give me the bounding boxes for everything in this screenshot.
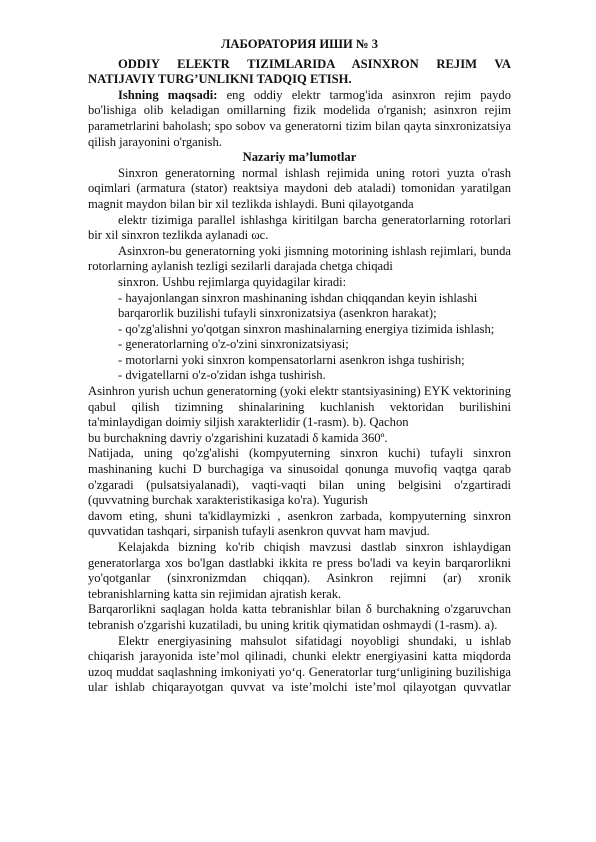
body-text-line: bir xil sinxron tezlikda aylanadi ωc. xyxy=(88,228,269,243)
body-text-line: elektr tizimiga parallel ishlashga kiritilgan barcha generatorlarning rotorlari xyxy=(118,212,511,227)
body-text-line: Barqarorlikni saqlagan holda katta tebranishlar bilan δ burchakning o'zgaruvchan xyxy=(88,602,511,617)
aim-line xyxy=(88,88,511,104)
body-text-line: generatorlarga xos bo'lgan dastlabki ikkita re press bo'ladi va keyin barqarorlikni xyxy=(88,555,511,570)
body-text-line: tebranish o'zgarishi kuzatiladi, bu uning kritik qiymatidan oshmaydi (1-rasm). a). xyxy=(88,617,498,632)
body-text-line: barqarorlik buzilishi tufayli sinxronizatsiya (asenkron harakat); xyxy=(118,306,437,321)
body-text-line: yo'qotganlar (sinxronizmdan chiqqan). Asinkron rejimni (ar) xronik xyxy=(88,571,511,586)
body-text-line: tebranishlarning katta sin rejimidan ajratish kerak. xyxy=(88,586,342,601)
body-text-line: o'zgaradi (pulsatsiyalanadi), vaqti-vaqti bilan uning belgisini o'zgartiradi xyxy=(88,477,511,492)
body-text-line: Elektr energiyasining mahsulot sifatidagi noyobligi shundaki, u ishlab xyxy=(118,633,511,648)
topic-heading-line-1: ODDIY ELEKTR TIZIMLARIDA ASINXRON REJIM VA xyxy=(118,56,511,71)
body-text-line: Asinxron-bu generatorning yoki jismning motorining ishlash rejimlari, bunda xyxy=(118,243,511,258)
topic-heading-line-2: NATIJAVIY TURG’UNLIKNI TADQIQ ETISH. xyxy=(88,72,352,87)
lab-title: ЛАБОРАТОРИЯ ИШИ № 3 xyxy=(220,37,378,51)
section-title: Nazariy ma’lumotlar xyxy=(242,150,357,165)
body-text-line: - hayajonlangan sinxron mashinaning ishdan chiqqandan keyin ishlashi xyxy=(118,290,478,305)
aim-text-line: parametrlarini baholash; spo sobov va generatorni tizim bilan qayta sinxronizatsiya xyxy=(88,118,511,133)
body-text-line: qabul qilish tizimning shinalarining kuchlanish vektoridan burilishini xyxy=(88,399,511,414)
body-text-line: (quvvatning burchak xarakteristikasiga ko'ra). Yugurish xyxy=(88,493,368,508)
body-text-line: bu burchakning davriy o'zgarishini kuzatadi δ kamida 360º. xyxy=(88,430,388,445)
body-text-line: uzoq muddat saqlashning imkoniyati yo‘q. Generatorlar turg‘unligining buzilishiga xyxy=(88,664,511,679)
body-text-line: Kelajakda bizning ko'rib chiqish mavzusi dastlab sinxron ishlaydigan xyxy=(118,540,511,554)
body-text-line: - generatorlarning o'z-o'zini sinxronizatsiyasi; xyxy=(118,337,349,352)
aim-text-line: qilish jarayonini o'rganish. xyxy=(88,134,222,149)
body-text-line: davom eting, shuni ta'kidlaymizki , asenkron zarbada, kompyuterning sinxron xyxy=(88,508,511,523)
body-text-line: chiqarish jarayonida iste’mol qilinadi, chunki elektr energiyasini katta miqdorda xyxy=(88,649,511,664)
body-text-line: Natijada, uning qo'zg'alishi (kompyuterning sinxron kuchi) tufayli sinxron xyxy=(88,446,511,461)
aim-paragraph xyxy=(88,103,511,150)
body-text-line: ta'minlaydigan doimiy siljish xarakterlidir (1-rasm). b). Qachon xyxy=(88,415,409,430)
body-text-line: ular ishlab chiqarayotgan quvvat va iste’molchi iste’mol qilayotgan quvvatlar xyxy=(88,680,511,695)
page-content xyxy=(88,37,511,696)
aim-text: eng oddiy elektr tarmog'ida asinxron rejim paydo xyxy=(217,87,511,102)
aim-label: Ishning maqsadi: xyxy=(118,87,218,102)
body-text-line: - dvigatellarni o'z-o'zidan ishga tushirish. xyxy=(118,368,326,383)
body-text-line: oqimlari (armatura (stator) reaktsiya maydoni deb ataladi) tomonidan yaratilgan xyxy=(88,181,511,196)
body-text-line: magnit maydon bilan bir xil tezlikda ishlaydi. Buni qilayotganda xyxy=(88,196,414,211)
theory-body xyxy=(88,166,511,696)
body-text-line: mashinaning kuchi D burchagiga va sinusoidal qonunga muvofiq vaqtga qarab xyxy=(88,462,511,477)
body-text-line: rotorlarning aylanish tezligi sezilarli darajada chetga chiqadi xyxy=(88,259,393,274)
body-text-line: quvvatidan tashqari, sirpanish tufayli asenkron quvvat ham mavjud. xyxy=(88,524,430,539)
body-text-line: sinxron. Ushbu rejimlarga quyidagilar kiradi: xyxy=(118,274,347,289)
body-text-line: - motorlarni yoki sinxron kompensatorlarni asenkron ishga tushirish; xyxy=(118,352,465,367)
aim-text-line: bo'lishiga olib keladigan omillarning fizik modelida o'rganish; asinxron rejim xyxy=(88,103,511,118)
body-text-line: Asinhron yurish uchun generatorning (yoki elektr stantsiyasining) EYK vektorining xyxy=(88,384,511,399)
body-text-line: Sinxron generatorning normal ishlash rejimida uning rotori yuzta o'rash xyxy=(118,165,511,180)
body-text-line: - qo'zg'alishni yo'qotgan sinxron mashinalarning energiya tizimida ishlash; xyxy=(118,321,495,336)
